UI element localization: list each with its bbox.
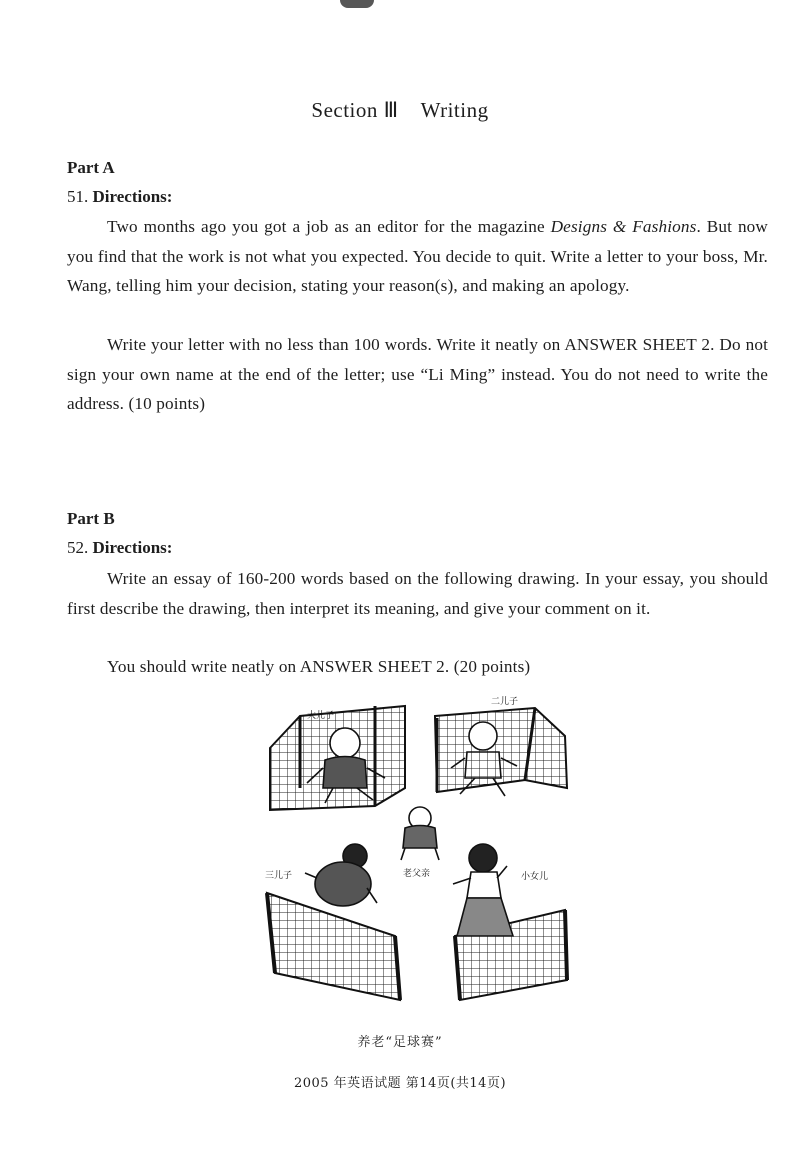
- part-a-paragraph-1: [67, 212, 768, 301]
- label-father: 老父亲: [403, 869, 431, 879]
- question-number: 51.: [67, 187, 89, 206]
- label-eldest-son: 大儿子: [307, 711, 335, 721]
- figure-father: [401, 807, 439, 860]
- label-second-son: 二儿子: [491, 697, 519, 707]
- part-b-paragraph-1: Write an essay of 160-200 words based on the following drawing. In your essay, you should first describe the drawing, then interpret its meaning, and give your comment on it.: [67, 569, 768, 618]
- figure-caption: 养老“足球赛”: [357, 1035, 443, 1050]
- directions-label: Directions:: [92, 187, 173, 206]
- para-text: Two months ago you got a job as an editor for the magazine: [107, 217, 551, 236]
- question-number: 52.: [67, 538, 89, 557]
- question-51-label: [67, 187, 172, 207]
- cartoon-drawing: [255, 688, 575, 1013]
- part-a-heading: Part A: [67, 158, 115, 177]
- part-b-paragraph-2: You should write neatly on ANSWER SHEET 2. (20 points): [107, 657, 531, 676]
- figure-third-son: [305, 844, 377, 906]
- magazine-title: Designs & Fashions: [550, 217, 697, 236]
- section-name: Writing: [420, 98, 489, 122]
- part-b-heading: Part B: [67, 509, 115, 528]
- cartoon-figure: [255, 688, 575, 1013]
- question-52-label: [67, 538, 172, 558]
- section-number: Section Ⅲ: [311, 98, 399, 122]
- goal-top-right: [435, 708, 567, 792]
- goal-bottom-left: [267, 893, 400, 1000]
- page-footer: 2005 年英语试题 第14页(共14页): [293, 1076, 507, 1091]
- label-daughter: 小女儿: [521, 872, 549, 882]
- section-title: [0, 98, 800, 123]
- figure-daughter: [453, 844, 513, 936]
- para-text: . But now you find that the work is not what you expected. You decide to quit. Write a letter to your boss, Mr. Wang, telling him your decision, stating your reason(s), and making an apology.: [67, 217, 768, 295]
- directions-label: Directions:: [92, 538, 173, 557]
- part-a-paragraph-2: Write your letter with no less than 100 words. Write it neatly on ANSWER SHEET 2. Do not sign your own name at the end of the letter; use “Li Ming” instead. You do not need to write the address. (10 points): [67, 335, 768, 413]
- scan-smudge: [340, 0, 374, 8]
- label-third-son: 三儿子: [265, 871, 293, 881]
